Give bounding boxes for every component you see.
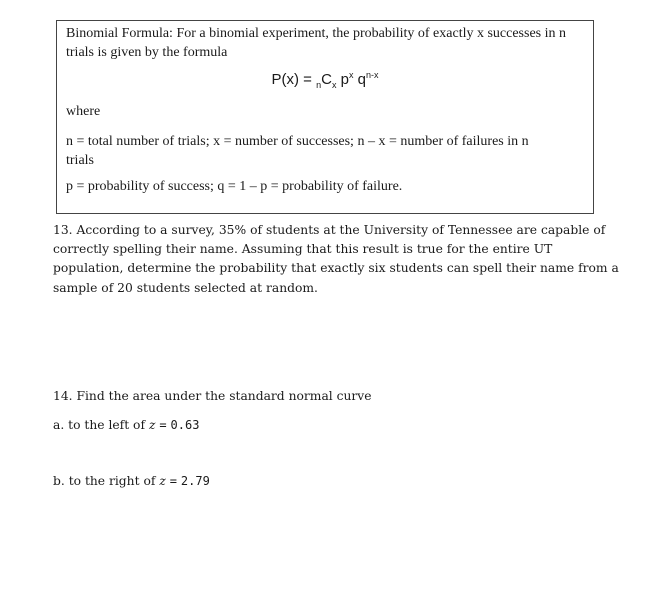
question-14-part-a (53, 418, 199, 432)
part-b-value: 2.79 (180, 474, 210, 488)
where-label: where (66, 104, 101, 119)
formula-c: C (321, 71, 332, 88)
part-a-label: a. to the left of (53, 418, 146, 432)
formula-q: q (357, 71, 366, 88)
formula-x-superscript: x (348, 70, 354, 80)
part-a-value: 0.63 (170, 418, 200, 432)
part-a-variable: z (148, 418, 156, 432)
question-13-text: 13. According to a survey, 35% of students at the University of Tennessee are capable of correctly spelling their name. Assuming that this result is true for the entire UT population, determine the probability that exactly six students can spell their name from a sample of 20 students selected at random. (53, 223, 619, 295)
definitions-line-3: p = probability of success; q = 1 – p = probability of failure. (66, 179, 403, 194)
binomial-formula-box (56, 20, 594, 214)
question-14-title: 14. Find the area under the standard normal curve (53, 389, 372, 403)
definitions-line-2: trials (66, 153, 94, 168)
formula-n-subscript: n (316, 80, 322, 90)
formula-lhs: P(x) = (271, 71, 312, 88)
binomial-formula (57, 70, 593, 90)
formula-nx-superscript: n-x (365, 70, 379, 80)
formula-intro: Binomial Formula: For a binomial experiment, the probability of exactly x successes in n trials is given by the formula (66, 26, 567, 60)
part-a-equals: = (159, 418, 167, 432)
formula-p: p (340, 71, 349, 88)
part-b-equals: = (169, 474, 177, 488)
part-b-label: b. to the right of (53, 474, 156, 488)
formula-x-subscript: x (331, 80, 337, 90)
question-14-part-b (53, 474, 210, 488)
definitions-line-1: n = total number of trials; x = number of successes; n – x = number of failures in n (66, 134, 529, 149)
part-b-variable: z (159, 474, 166, 488)
